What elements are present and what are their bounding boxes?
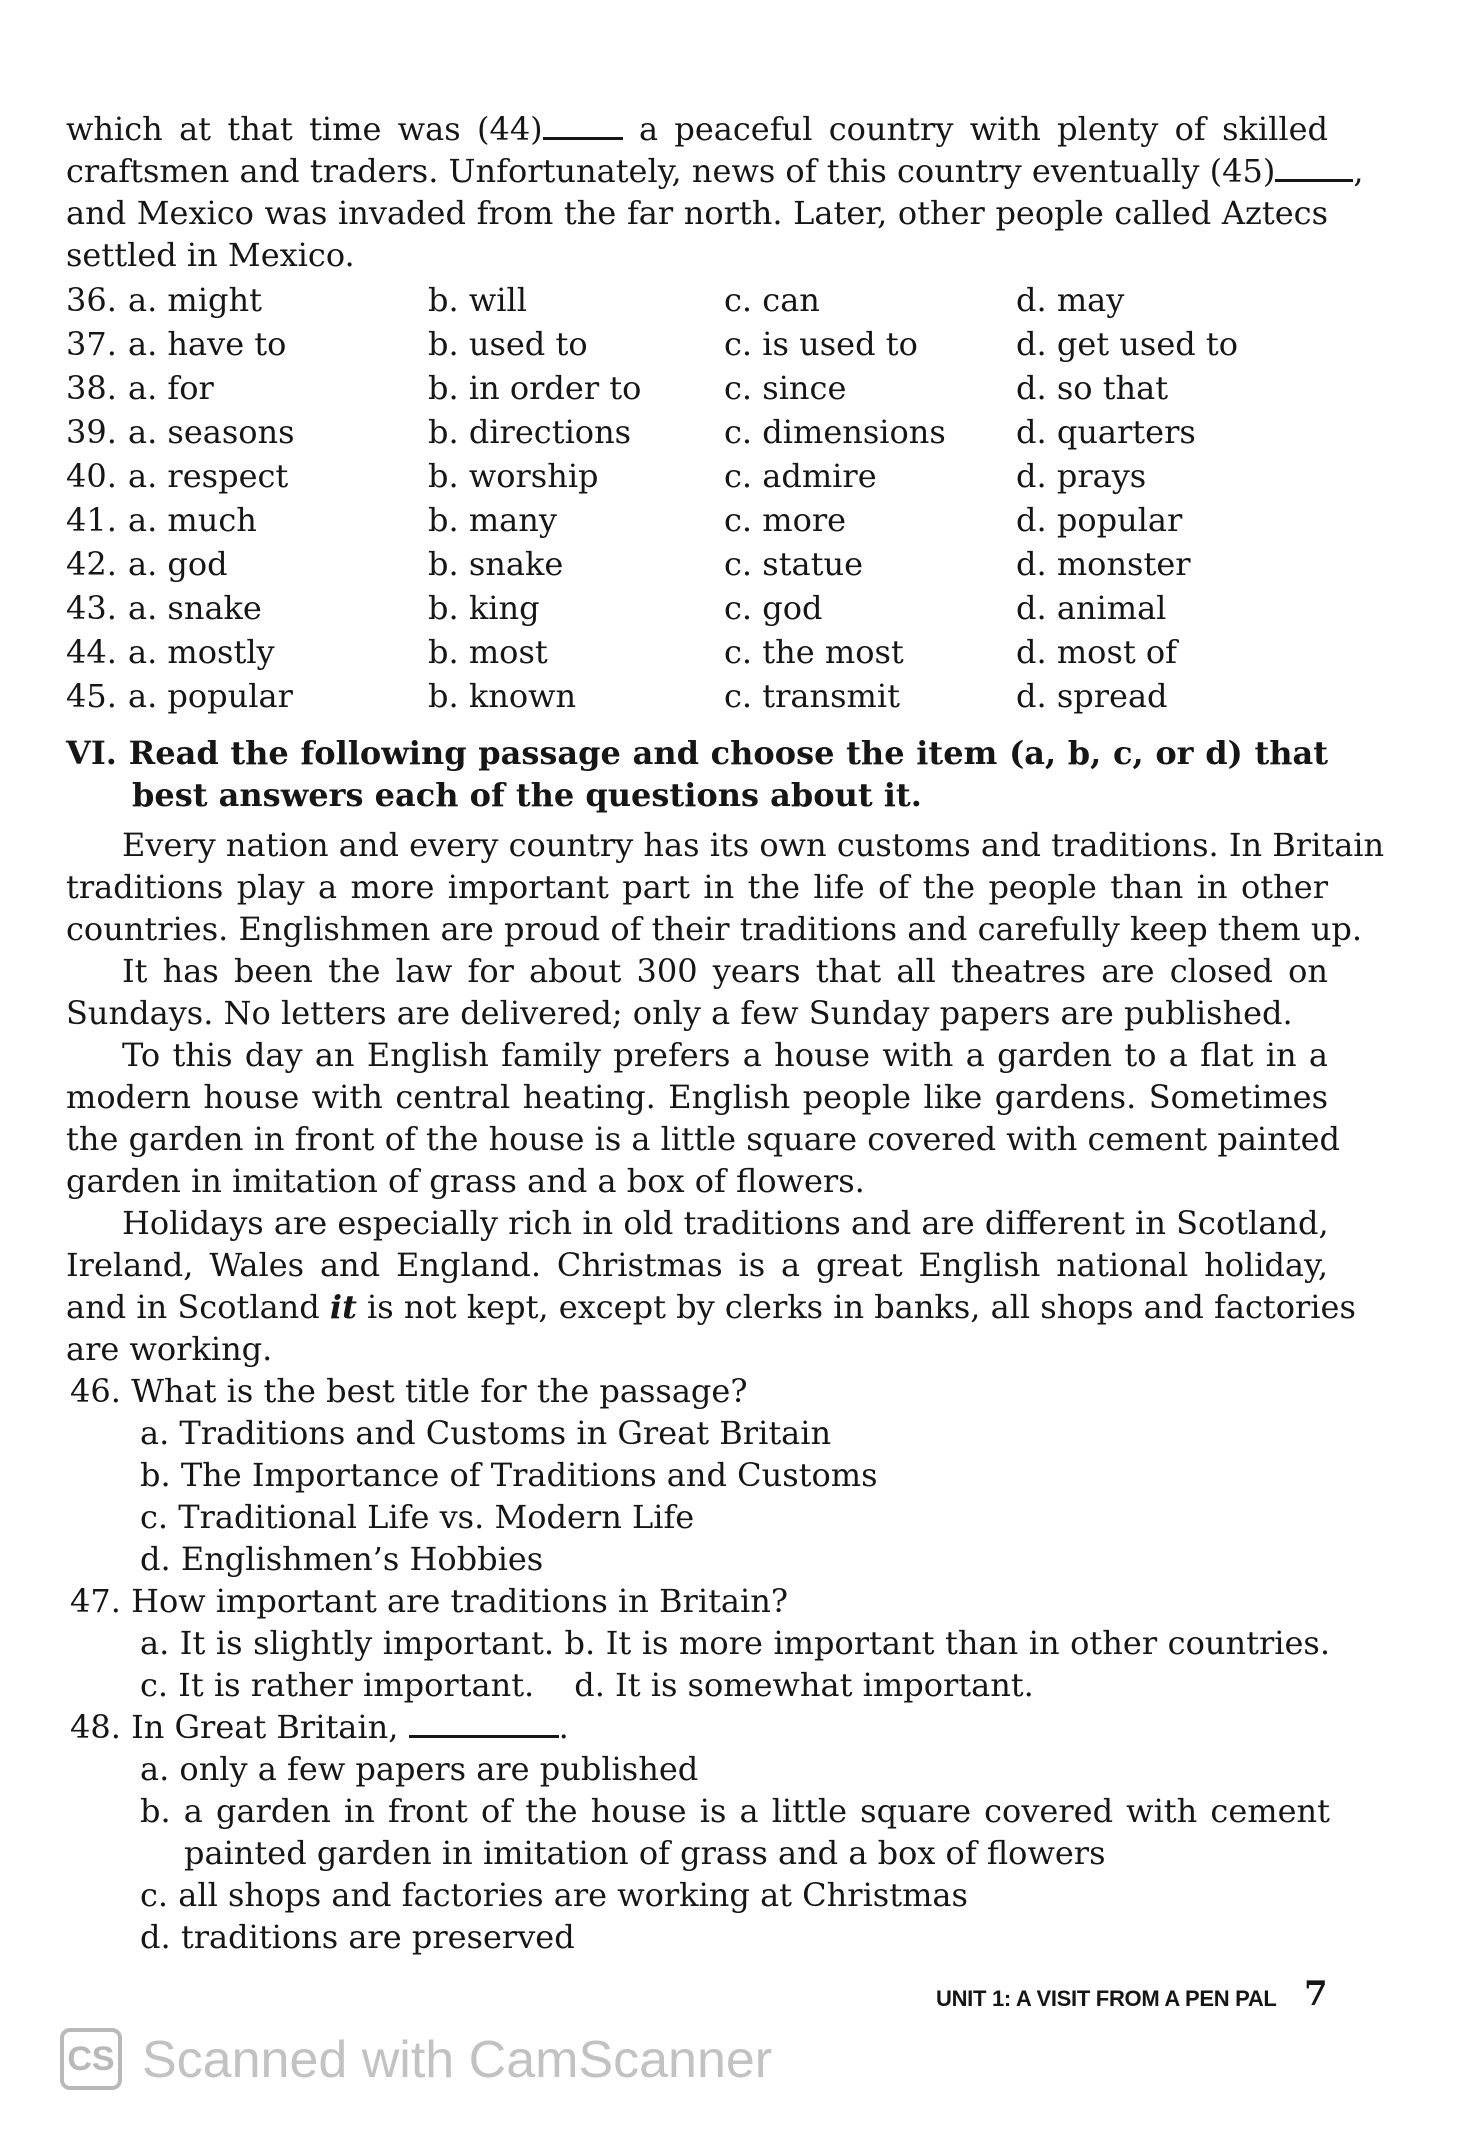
option-b: b. in order to — [428, 369, 642, 407]
option-d: d. spread — [1016, 677, 1168, 715]
question-46: 46. What is the best title for the passage? — [70, 1372, 748, 1410]
option-b: b. will — [428, 281, 527, 319]
answer-option: c. all shops and factories are working at Christmas — [140, 1876, 968, 1914]
section-heading-line-1: VI. Read the following passage and choose the item (a, b, c, or d) that — [66, 734, 1328, 772]
passage-line: countries. Englishmen are proud of their traditions and carefully keep them up. — [66, 910, 1363, 948]
answer-blank-44 — [543, 109, 623, 140]
answer-option: d. traditions are preserved — [140, 1918, 575, 1956]
option-a: a. god — [128, 545, 228, 583]
section-heading — [66, 732, 1328, 816]
question-number: 44. — [66, 633, 117, 671]
option-row-40 — [66, 454, 1328, 498]
option-a: a. snake — [128, 589, 262, 627]
option-a: a. for — [128, 369, 214, 407]
option-b: b. many — [428, 501, 557, 539]
option-b: b. snake — [428, 545, 564, 583]
passage-line: and in Scotland it is not kept, except by clerks in banks, all shops and factories — [66, 1288, 1356, 1326]
camscanner-logo-icon: CS — [60, 2028, 122, 2090]
question-number: 45. — [66, 677, 117, 715]
option-b: b. worship — [428, 457, 599, 495]
option-row-41 — [66, 498, 1328, 542]
passage-line: Ireland, Wales and England. Christmas is a great English national holiday, — [66, 1246, 1328, 1284]
option-d: d. most of — [1016, 633, 1177, 671]
option-c: c. admire — [724, 457, 877, 495]
question-48: 48. In Great Britain, . — [70, 1708, 569, 1746]
question-number: 39. — [66, 413, 117, 451]
unit-footer: UNIT 1: A VISIT FROM A PEN PAL — [936, 1986, 1277, 2011]
option-a: a. much — [128, 501, 257, 539]
passage-line: Holidays are especially rich in old traditions and are different in Scotland, — [122, 1204, 1329, 1242]
answer-option: c. Traditional Life vs. Modern Life — [140, 1498, 695, 1536]
passage-line: To this day an English family prefers a house with a garden to a flat in a — [122, 1036, 1328, 1074]
option-row-38 — [66, 366, 1328, 410]
option-a: a. popular — [128, 677, 293, 715]
page-number: 7 — [1304, 1974, 1328, 2014]
answer-blank-45 — [1275, 151, 1353, 182]
option-c: c. god — [724, 589, 823, 627]
option-b: b. known — [428, 677, 577, 715]
answers-47 — [140, 1622, 1330, 1706]
camscanner-watermark: Scanned with CamScanner — [142, 2031, 773, 2089]
passage-line: traditions play a more important part in the life of the people than in other — [66, 868, 1328, 906]
question-number: 43. — [66, 589, 117, 627]
intro-line-4: settled in Mexico. — [66, 236, 355, 274]
option-d: d. prays — [1016, 457, 1147, 495]
option-d: d. quarters — [1016, 413, 1196, 451]
option-a: a. respect — [128, 457, 289, 495]
option-row-42 — [66, 542, 1328, 586]
option-c: c. can — [724, 281, 820, 319]
passage-line: garden in imitation of grass and a box of flowers. — [66, 1162, 865, 1200]
option-b: b. king — [428, 589, 540, 627]
answer-blank-48 — [409, 1707, 559, 1738]
answer-option-row: c. It is rather important. d. It is somewhat important. — [140, 1666, 1034, 1704]
option-a: a. might — [128, 281, 262, 319]
option-b: b. used to — [428, 325, 588, 363]
option-d: d. animal — [1016, 589, 1167, 627]
option-c: c. more — [724, 501, 847, 539]
option-b: b. most — [428, 633, 548, 671]
question-number: 42. — [66, 545, 117, 583]
passage-line: modern house with central heating. English people like gardens. Sometimes — [66, 1078, 1328, 1116]
question-number: 41. — [66, 501, 117, 539]
option-a: a. mostly — [128, 633, 275, 671]
options-list — [66, 278, 1328, 718]
option-d: d. monster — [1016, 545, 1191, 583]
option-a: a. have to — [128, 325, 287, 363]
passage-paragraph-2 — [66, 950, 1328, 1034]
option-row-36 — [66, 278, 1328, 322]
emphasis-it: it — [329, 1288, 357, 1326]
intro-line-2: craftsmen and traders. Unfortunately, news of this country eventually (45) , — [66, 152, 1364, 190]
answer-option: a. only a few papers are published — [140, 1750, 699, 1788]
question-number: 37. — [66, 325, 117, 363]
passage-line: It has been the law for about 300 years that all theatres are closed on — [122, 952, 1328, 990]
option-c: c. transmit — [724, 677, 900, 715]
option-c: c. since — [724, 369, 847, 407]
option-b: b. directions — [428, 413, 632, 451]
passage-line: Sundays. No letters are delivered; only a few Sunday papers are published. — [66, 994, 1293, 1032]
intro-line-1: which at that time was (44) a peaceful country with plenty of skilled — [66, 110, 1329, 148]
passage-paragraph-1 — [66, 824, 1385, 950]
answers-46 — [140, 1412, 1330, 1580]
passage-line: Every nation and every country has its own customs and traditions. In Britain — [122, 826, 1385, 864]
option-a: a. seasons — [128, 413, 295, 451]
option-row-37 — [66, 322, 1328, 366]
option-c: c. is used to — [724, 325, 918, 363]
question-number: 36. — [66, 281, 117, 319]
passage-paragraph-4 — [66, 1202, 1356, 1370]
option-row-44 — [66, 630, 1328, 674]
answer-option-continued: painted garden in imitation of grass and a box of flowers — [184, 1834, 1106, 1872]
option-row-43 — [66, 586, 1328, 630]
answer-option: b. The Importance of Traditions and Customs — [140, 1456, 878, 1494]
passage-paragraph-3 — [66, 1034, 1341, 1202]
section-heading-line-2: best answers each of the questions about it. — [132, 776, 922, 814]
passage-line: the garden in front of the house is a little square covered with cement painted — [66, 1120, 1341, 1158]
answer-option: a. It is slightly important. b. It is more important than in other countries. — [140, 1624, 1330, 1662]
answers-48 — [140, 1748, 1330, 1958]
option-c: c. dimensions — [724, 413, 946, 451]
option-d: d. get used to — [1016, 325, 1239, 363]
option-d: d. so that — [1016, 369, 1169, 407]
question-number: 40. — [66, 457, 117, 495]
intro-paragraph — [66, 108, 1364, 276]
answer-option: d. Englishmen’s Hobbies — [140, 1540, 544, 1578]
question-47: 47. How important are traditions in Britain? — [70, 1582, 788, 1620]
option-c: c. the most — [724, 633, 904, 671]
question-number: 38. — [66, 369, 117, 407]
option-d: d. popular — [1016, 501, 1183, 539]
option-row-39 — [66, 410, 1328, 454]
intro-line-3: and Mexico was invaded from the far north. Later, other people called Aztecs — [66, 194, 1328, 232]
passage-line: are working. — [66, 1330, 273, 1368]
option-row-45 — [66, 674, 1328, 718]
answer-option: a. Traditions and Customs in Great Britain — [140, 1414, 832, 1452]
option-d: d. may — [1016, 281, 1125, 319]
answer-option: b. a garden in front of the house is a little square covered with cement — [140, 1792, 1330, 1830]
option-c: c. statue — [724, 545, 864, 583]
